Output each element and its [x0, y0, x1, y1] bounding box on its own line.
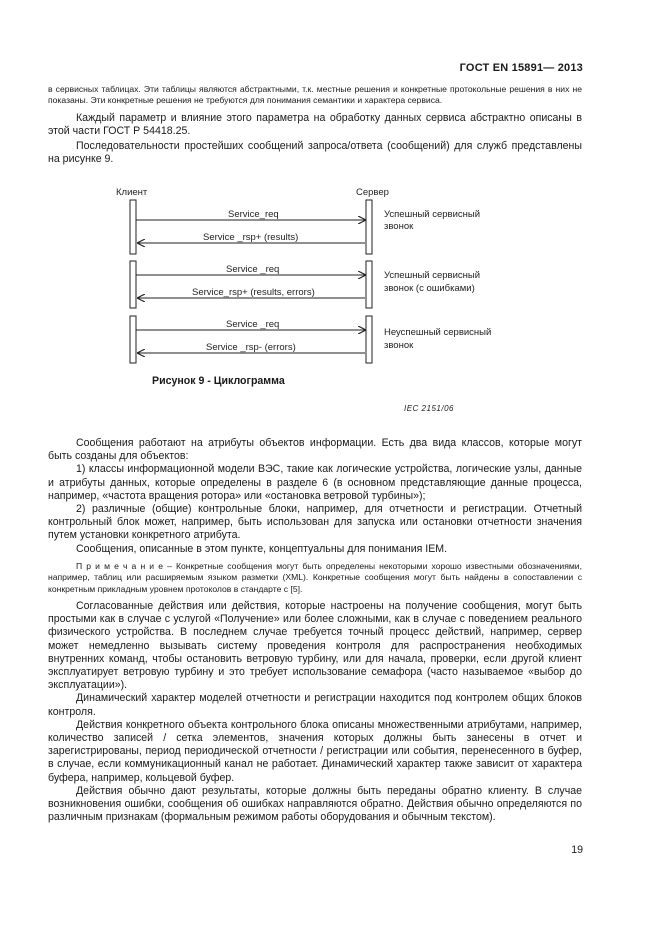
sequence-group-2 [130, 261, 480, 308]
server-activation-bar [366, 316, 372, 363]
outcome-note-line-1: Успешный сервисный [384, 209, 481, 220]
sequence-diagram [0, 183, 661, 373]
intro-paragraph-1: в сервисных таблицах. Эти таблицы являются абстрактными, т.к. местные решения и конкретные протокольные решения в них не показаны. Эти конкретные решения не требуются для понимания семантики и характера сервиса. [48, 84, 582, 106]
paragraph-iem: Сообщения, описанные в этом пункте, концептуальны для понимания IEM. [76, 542, 448, 555]
paragraph-dynamic: Динамический характер моделей отчетности и регистрации находится под контролем общих блоков контроля. [48, 692, 582, 718]
server-activation-bar [366, 200, 372, 254]
outcome-note-line-2: звонок [384, 340, 414, 351]
request-label: Service _req [226, 319, 280, 330]
document-header: ГОСТ EN 15891— 2013 [459, 62, 583, 74]
intro-paragraph-2: Каждый параметр и влияние этого параметра на обработку данных сервиса абстрактно описаны в этой части ГОСТ Р 54418.25. [48, 111, 582, 138]
page-number: 19 [571, 844, 583, 856]
response-label: Service_rsp+ (results, errors) [192, 287, 315, 298]
outcome-note-line-1: Успешный сервисный [384, 270, 481, 281]
paragraph-results: Действия обычно дают результаты, которые должны быть переданы обратно клиенту. В случае возникновения ошибки, сообщения об ошибках направляются обратно. Действия обычно определяются по различным признакам (формальным режимом работы оборудования и обычным текстом). [48, 784, 582, 824]
paragraph-item-2: 2) различные (общие) контрольные блоки, например, для отчетности и регистрации. Отчетный контрольный блок может, например, быть использован для запуска или остановки отчетности значения путем установки конкретного атрибута. [48, 503, 582, 542]
client-label: Клиент [116, 187, 148, 198]
intro-paragraph-3: Последовательности простейших сообщений запроса/ответа (сообщений) для служб представлены на рисунке 9. [48, 140, 582, 166]
intro-text [48, 84, 582, 167]
client-activation-bar [130, 261, 136, 308]
note-paragraph: П р и м е ч а н и е – Конкретные сообщения могут быть определены некоторыми хорошо известными обозначениями, например, таблиц или расширяемым языком разметки (XML). Конкретные сообщения могут быть найдены в сопоставлении с конкретным прикладным уровнем протоколов в стандарте с [5]. [48, 560, 582, 594]
outcome-note-line-2: звонок (с ошибками) [384, 283, 475, 294]
request-label: Service _req [226, 264, 280, 275]
figure-source-ref: IEC 2151/06 [404, 404, 454, 413]
sequence-group-3 [130, 316, 491, 363]
outcome-note-line-1: Неуспешный сервисный [384, 327, 492, 338]
paragraph-objects: Сообщения работают на атрибуты объектов информации. Есть два вида классов, которые могут быть созданы для объектов: [48, 437, 582, 463]
paragraph-item-1: 1) классы информационной модели ВЭС, такие как логические устройства, логические узлы, данные и атрибуты данных, которые определены в разделе 6 (в основном представляющие данные процесса, например, «частота вращения ротора» или «остановка ветровой турбины»); [48, 463, 582, 502]
server-activation-bar [366, 261, 372, 308]
response-label: Service _rsp+ (results) [203, 232, 299, 243]
outcome-note-line-2: звонок [384, 221, 414, 232]
paragraph-control-block: Действия конкретного объекта контрольного блока описаны множественными атрибутами, например, количество записей / сетка элементов, значения которых должны быть занесены в отчет и зарегистрированы, период периодической отчетности / регистрации или события, перенесенного в буфер, в случае, если коммуникационный канал не работает. Динамический характер также зависит от характера буфера, например, кольцевой буфер. [48, 718, 582, 784]
response-label: Service _rsp- (errors) [206, 342, 296, 353]
request-label: Service_req [228, 209, 279, 220]
server-label: Сервер [356, 187, 389, 198]
paragraph-actions: Согласованные действия или действия, которые настроены на получение сообщения, могут быть простыми как в случае с услугой «Получение» или более сложными, как в случае с поведением реального физического устройства. В последнем случае требуется точный процесс действий, например, сервер может немедленно вызывать систему проведения контроля для распространения необходимых внутренних команд, чтобы остановить ветровую турбину, или для начала, проверки, если другой клиент эксплуатирует ветровую турбину и это требует использование семафора (часто называемое «выбор до эксплуатации»). [48, 600, 582, 692]
main-text [48, 437, 582, 825]
sequence-group-1 [130, 200, 480, 254]
client-activation-bar [130, 200, 136, 254]
figure-caption: Рисунок 9 - Циклограмма [152, 375, 285, 387]
client-activation-bar [130, 316, 136, 363]
